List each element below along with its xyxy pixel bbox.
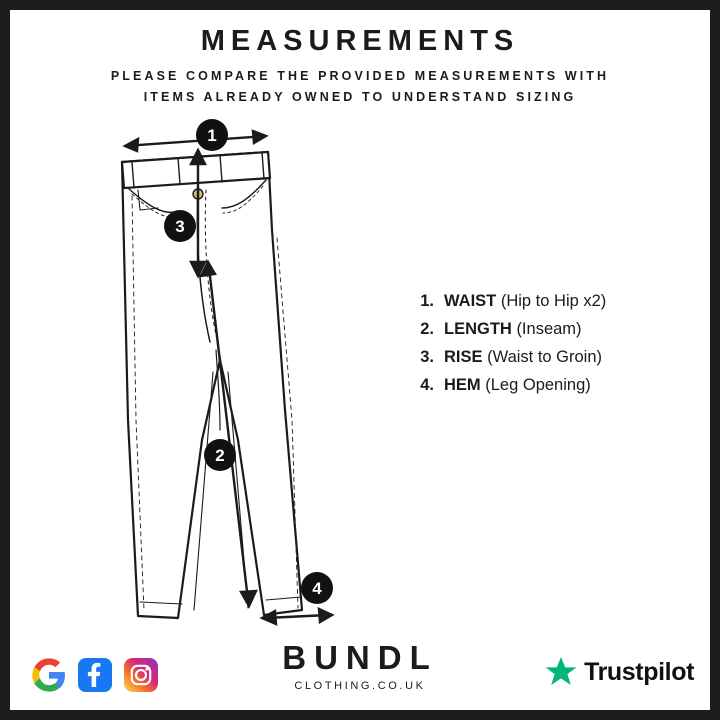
marker-4-label: 4: [312, 579, 322, 598]
legend-text: [444, 348, 602, 367]
trustpilot-star-icon: [545, 656, 577, 688]
marker-3: [164, 210, 196, 242]
marker-3-label: 3: [175, 217, 185, 236]
page-title: MEASUREMENTS: [200, 25, 520, 57]
legend-number: 4.: [420, 376, 434, 394]
marker-1-label: 1: [207, 126, 217, 145]
legend-name: LENGTH: [444, 320, 512, 338]
marker-1: [196, 119, 228, 151]
arrow-waist-head-left: [125, 139, 138, 151]
legend-item-length: [408, 320, 698, 339]
legend-number: 2.: [420, 320, 434, 338]
legend-name: WAIST: [444, 292, 497, 310]
subtitle-line-1: PLEASE COMPARE THE PROVIDED MEASUREMENTS WITH: [110, 68, 610, 83]
legend-item-rise: [408, 348, 698, 367]
jeans-illustration-svg: [70, 110, 400, 630]
legend-number: 3.: [420, 348, 434, 366]
legend-list: [408, 292, 698, 404]
legend-text: [444, 376, 591, 395]
trustpilot-label: Trustpilot: [584, 657, 694, 686]
page-subtitle: [40, 66, 680, 107]
marker-4: [301, 572, 333, 604]
arrow-waist-head-right: [253, 131, 266, 143]
subtitle-line-2: ITEMS ALREADY OWNED TO UNDERSTAND SIZING: [143, 89, 577, 104]
legend-detail: (Leg Opening): [485, 376, 591, 394]
marker-2: [204, 439, 236, 471]
legend-detail: (Inseam): [516, 320, 582, 338]
legend-name: RISE: [444, 348, 483, 366]
marker-2-label: 2: [215, 446, 225, 465]
brand-subtitle: CLOTHING.CO.UK: [294, 680, 426, 692]
legend-detail: (Waist to Groin): [487, 348, 603, 366]
measurement-card: [10, 10, 710, 710]
legend-item-waist: [408, 292, 698, 311]
arrow-hem-head-right: [319, 609, 332, 622]
legend-item-hem: [408, 376, 698, 395]
legend-text: [444, 292, 606, 311]
jeans-diagram: [70, 110, 400, 630]
legend-name: HEM: [444, 376, 481, 394]
trustpilot-logo[interactable]: [545, 656, 694, 688]
arrow-waist-line: [125, 136, 266, 146]
brand-name: BUNDL: [282, 639, 438, 676]
legend-detail: (Hip to Hip x2): [500, 292, 607, 310]
legend-text: [444, 320, 582, 339]
arrow-length-head-bottom: [241, 591, 256, 606]
legend-number: 1.: [420, 292, 434, 310]
header: [10, 26, 710, 107]
